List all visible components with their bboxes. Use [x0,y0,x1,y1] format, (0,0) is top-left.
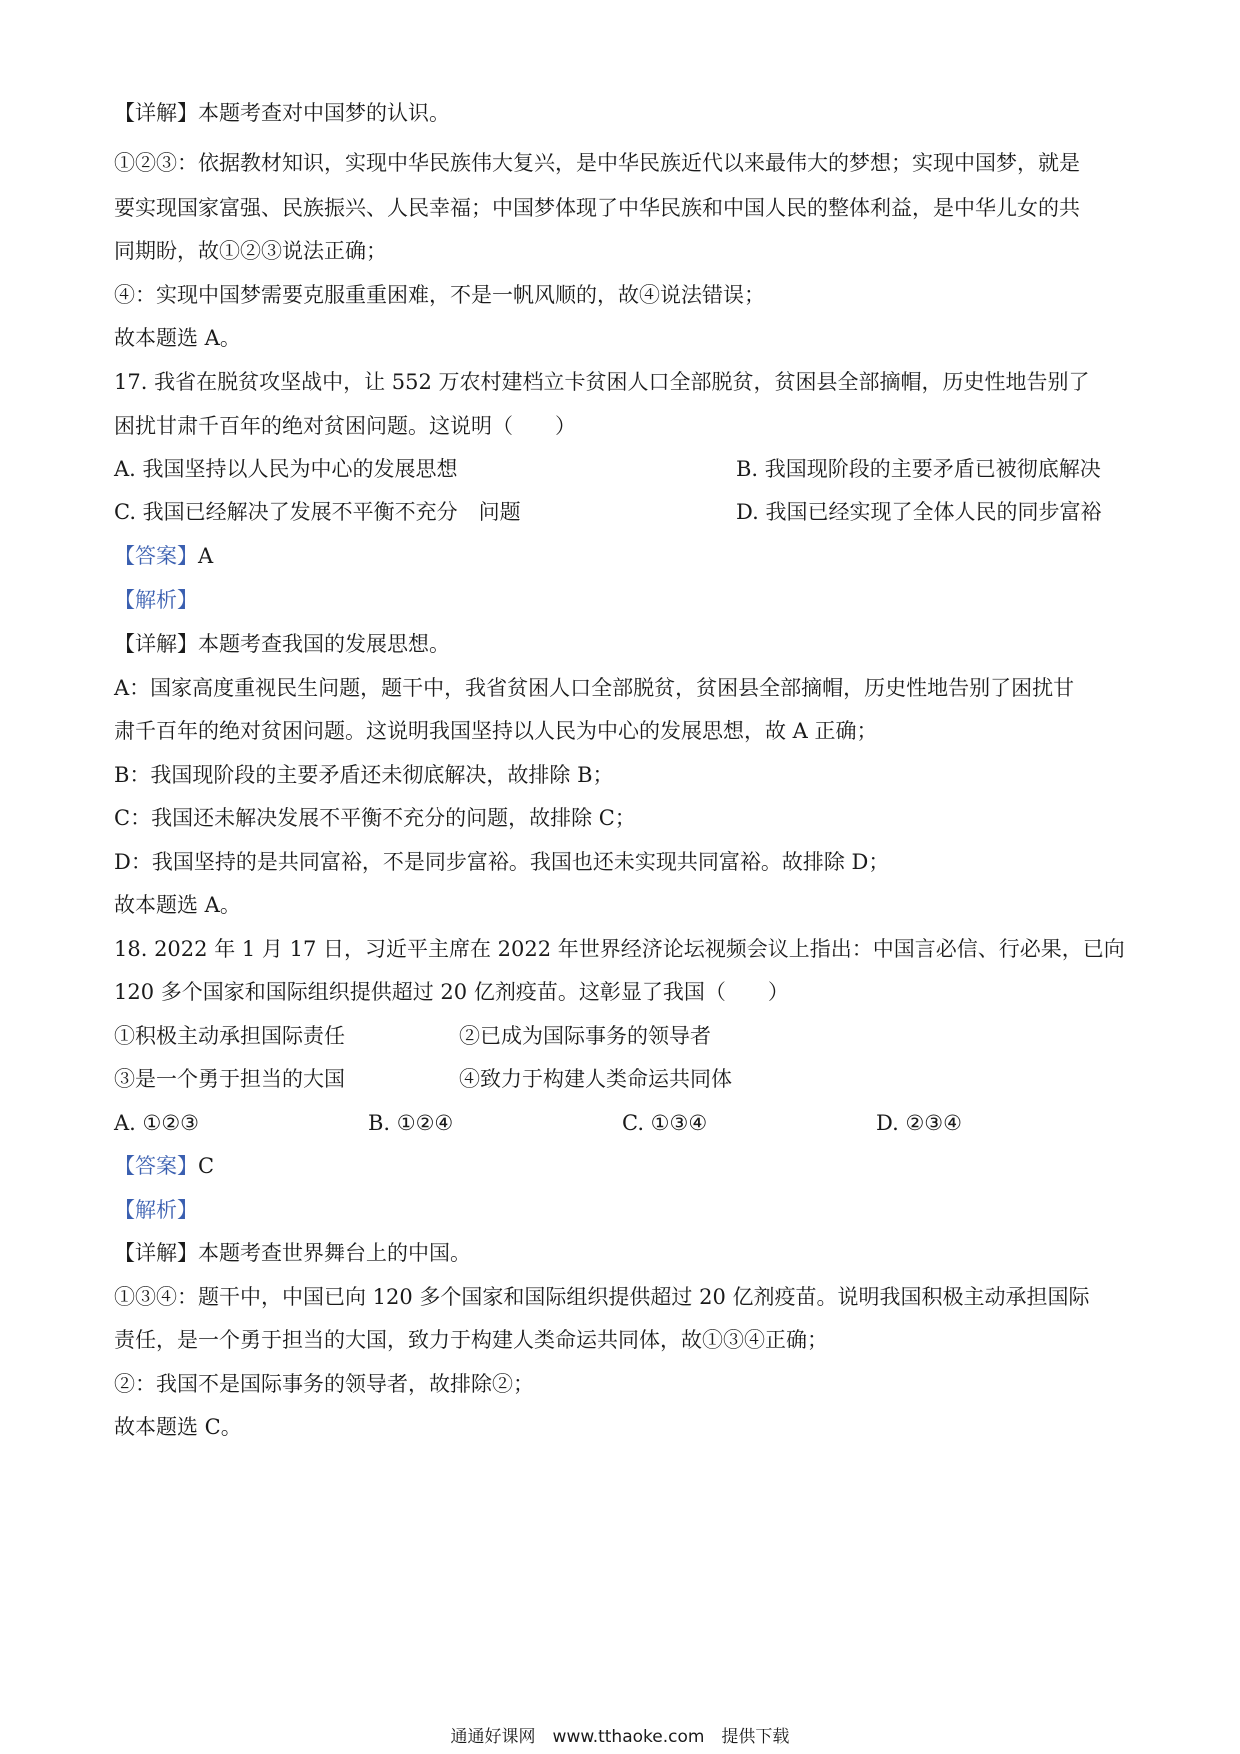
q18-analysis-heading [114,1195,1134,1225]
q16-explanation-line: ④：实现中国梦需要克服重重困难，不是一帆风顺的，故④说法错误； [114,283,765,307]
q16-explanation-line: 同期盼，故①②③说法正确； [114,239,387,263]
answer-tag: 【答案】 [114,544,198,568]
q17-detail: 【详解】本题考查我国的发展思想。 [114,632,450,656]
q17-answer [114,541,1134,571]
q17-options-row [114,454,1134,484]
q18-stem: 120 多个国家和国际组织提供超过 20 亿剂疫苗。这彰显了我国（ ） [114,980,789,1004]
q18-explanation-line: 责任，是一个勇于担当的大国，致力于构建人类命运共同体，故①③④正确； [114,1328,828,1352]
q18-conclusion: 故本题选 C。 [114,1415,242,1439]
q18-item-2: ②已成为国际事务的领导者 [459,1024,711,1048]
q16-explanation-line: 要实现国家富强、民族振兴、人民幸福；中国梦体现了中华民族和中国人民的整体利益，是中华儿女的共 [114,196,1080,220]
q18-stem: 18. 2022 年 1 月 17 日，习近平主席在 2022 年世界经济论坛视频会议上指出：中国言必信、行必果，已向 [114,937,1125,961]
q18-option-d: D. ②③④ [876,1111,962,1135]
q17-option-a: A. 我国坚持以人民为中心的发展思想 [114,457,458,481]
q18-explanation-line: ①③④：题干中，中国已向 120 多个国家和国际组织提供超过 20 亿剂疫苗。说明我国积极主动承担国际 [114,1285,1090,1309]
q17-option-c: C. 我国已经解决了发展不平衡不充分 问题 [114,500,521,524]
q18-item-3: ③是一个勇于担当的大国 [114,1067,345,1091]
q18-answer [114,1151,1134,1181]
q17-conclusion: 故本题选 A。 [114,893,241,917]
q17-explanation-line: C：我国还未解决发展不平衡不充分的问题，故排除 C； [114,806,636,830]
answer-value: A [198,544,214,568]
q18-option-b: B. ①②④ [368,1111,454,1135]
q17-stem: 困扰甘肃千百年的绝对贫困问题。这说明（ ） [114,414,576,438]
answer-value: C [198,1154,215,1178]
q17-options-row [114,497,1134,527]
q17-analysis-heading [114,585,1134,615]
q17-option-b: B. 我国现阶段的主要矛盾已被彻底解决 [736,457,1101,481]
q18-detail: 【详解】本题考查世界舞台上的中国。 [114,1241,471,1265]
q18-items-row [114,1021,1134,1051]
analysis-tag: 【解析】 [114,1198,198,1222]
page-footer: 通通好课网 www.tthaoke.com 提供下载 [450,1727,790,1747]
q16-detail: 【详解】本题考查对中国梦的认识。 [114,101,450,125]
analysis-tag: 【解析】 [114,588,198,612]
q17-explanation-line: D：我国坚持的是共同富裕，不是同步富裕。我国也还未实现共同富裕。故排除 D； [114,850,890,874]
q16-explanation-line: ①②③：依据教材知识，实现中华民族伟大复兴，是中华民族近代以来最伟大的梦想；实现中国梦，就是 [114,151,1080,175]
q17-explanation-line: B：我国现阶段的主要矛盾还未彻底解决，故排除 B； [114,763,614,787]
q17-option-d: D. 我国已经实现了全体人民的同步富裕 [736,500,1102,524]
q17-stem: 17. 我省在脱贫攻坚战中，让 552 万农村建档立卡贫困人口全部脱贫，贫困县全部摘帽，历史性地告别了 [114,370,1090,394]
q18-explanation-line: ②：我国不是国际事务的领导者，故排除②； [114,1372,534,1396]
q17-explanation-line: A：国家高度重视民生问题，题干中，我省贫困人口全部脱贫，贫困县全部摘帽，历史性地告别了困扰甘 [114,676,1075,700]
q18-items-row [114,1064,1134,1094]
q18-item-4: ④致力于构建人类命运共同体 [459,1067,732,1091]
answer-tag: 【答案】 [114,1154,198,1178]
q17-explanation-line: 肃千百年的绝对贫困问题。这说明我国坚持以人民为中心的发展思想，故 A 正确； [114,719,878,743]
q18-option-a: A. ①②③ [114,1111,199,1135]
q18-item-1: ①积极主动承担国际责任 [114,1024,345,1048]
q16-conclusion: 故本题选 A。 [114,326,241,350]
q18-option-c: C. ①③④ [622,1111,708,1135]
